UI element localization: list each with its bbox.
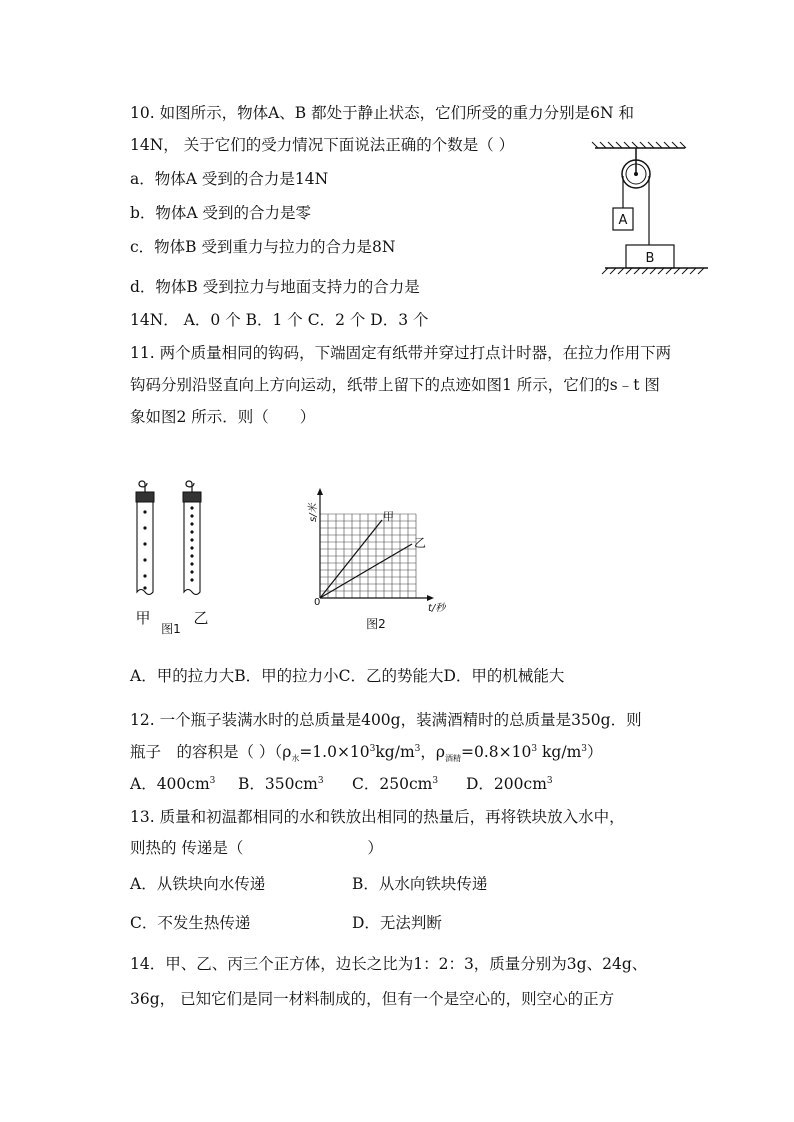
q10-option-b: b．物体A 受到的合力是零	[130, 204, 312, 222]
q10-option-d: d．物体B 受到拉力与地面支持力的合力是	[130, 278, 420, 296]
q12-option-b: B．$350cm^3$	[238, 775, 324, 793]
figure2-caption: 图2	[366, 617, 386, 631]
q12-line2: 瓶子 的容积是（ ）（$\rho_水=1.0\times 10^3kg/m^3$，$\rho_{酒精}=0.8\times 10^3$ $kg/m^3$）	[130, 743, 603, 764]
q14-line1: 14．甲、乙、丙三个正方体，边长之比为1：2：3，质量分别为3g、24g、	[130, 955, 648, 973]
q10-line2: 14N， 关于它们的受力情况下面说法正确的个数是（ ）	[130, 136, 515, 154]
figure1-caption: 图1	[161, 622, 181, 636]
block-b-label: B	[645, 251, 655, 266]
q13-line2: 则热的 传递是（ ）	[130, 839, 383, 857]
tape-left	[137, 502, 153, 595]
q13-line1: 13. 质量和初温都相同的水和铁放出相同的热量后，再将铁块放入水中，	[130, 808, 625, 826]
q10-answers: 14N． A．0 个 B．1 个 C．2 个 D．3 个	[130, 311, 429, 329]
line-jia-label: 甲	[383, 510, 394, 523]
block-a-label: A	[618, 213, 628, 228]
q12-option-d: D．$200cm^3$	[466, 775, 553, 793]
origin-label: 0	[314, 597, 321, 608]
q10-option-a: a．物体A 受到的合力是14N	[130, 170, 329, 188]
q11-line1: 11. 两个质量相同的钩码，下端固定有纸带并穿过打点计时器，在拉力作用下两	[130, 344, 672, 362]
y-axis-label: s/米	[308, 503, 319, 522]
x-axis-label: t/秒	[428, 603, 446, 614]
tape-right-label: 乙	[193, 609, 209, 627]
q11-line3: 象如图2 所示．则（ ）	[130, 408, 316, 426]
pulley-figure	[590, 138, 720, 278]
q12-option-a: A．$400cm^3$	[130, 775, 216, 793]
q11-options: A．甲的拉力大B．甲的拉力小C．乙的势能大D．甲的机械能大	[130, 667, 565, 685]
q10-line1: 10. 如图所示，物体A、B 都处于静止状态，它们所受的重力分别是6N 和	[130, 104, 634, 122]
tape-figure	[125, 470, 235, 640]
q10-option-c: c．物体B 受到重力与拉力的合力是8N	[130, 238, 396, 256]
tape-left-label: 甲	[135, 609, 151, 627]
q14-line2: 36g， 已知它们是同一材料制成的，但有一个是空心的，则空心的正方	[130, 990, 615, 1008]
q13-option-a: A．从铁块向水传递	[130, 875, 266, 893]
line-yi-label: 乙	[414, 536, 427, 550]
st-graph	[300, 480, 446, 635]
q12-option-c: C．$250cm^3$	[352, 775, 439, 793]
q13-option-d: D．无法判断	[352, 914, 442, 932]
line-jia	[320, 520, 382, 598]
q13-option-c: C．不发生热传递	[130, 914, 251, 932]
q13-option-b: B．从水向铁块传递	[352, 875, 488, 893]
q11-line2: 钩码分别沿竖直向上方向运动，纸带上留下的点迹如图1 所示，它们的s﹣t 图	[130, 376, 660, 394]
line-yi	[320, 544, 412, 598]
q12-line1: 12. 一个瓶子装满水时的总质量是400g，装满酒精时的总质量是350g．则	[130, 711, 642, 729]
